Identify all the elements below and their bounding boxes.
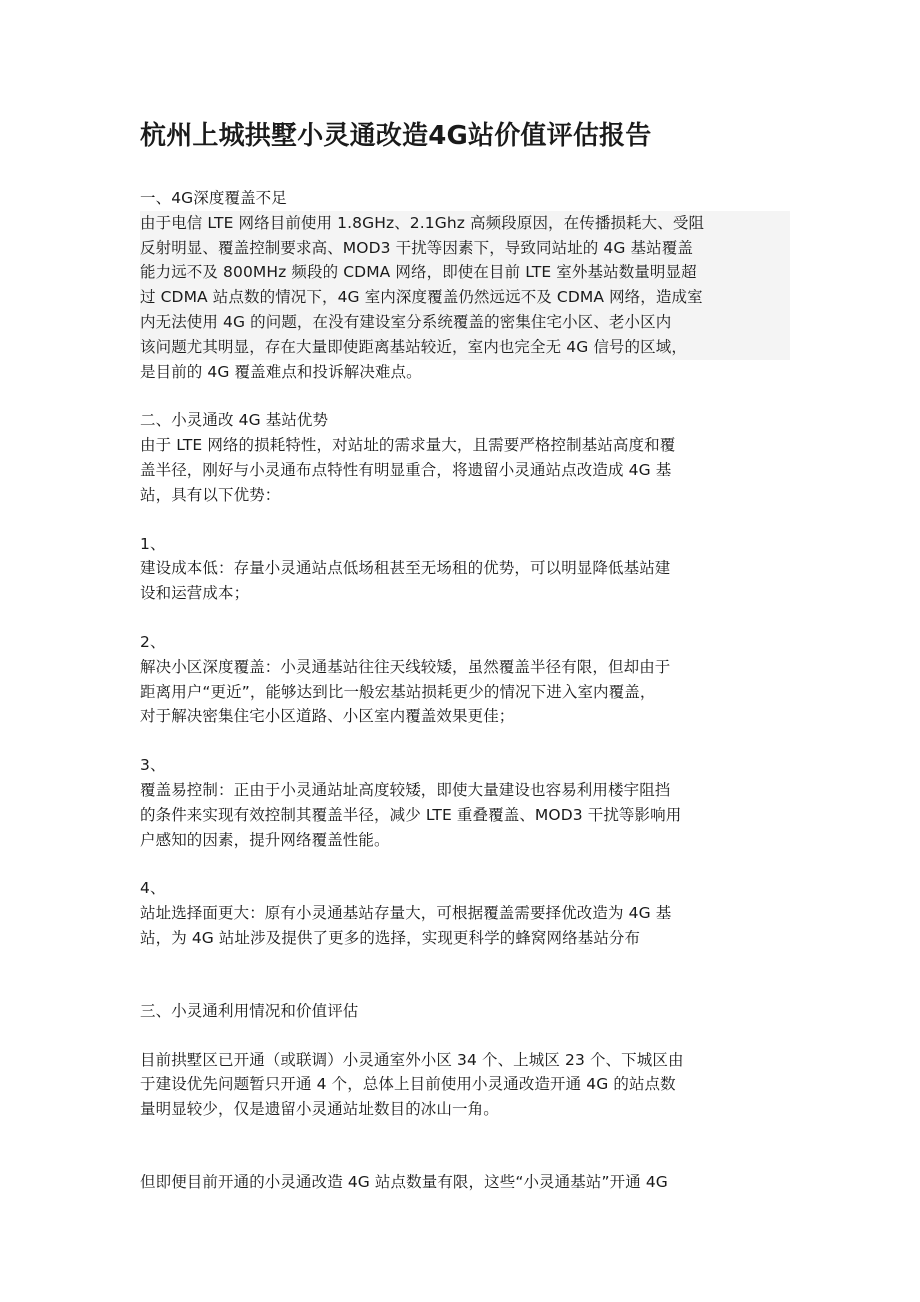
item-number: 1、 — [140, 534, 166, 553]
paragraph-line: 由于电信 LTE 网络目前使用 1.8GHz、2.1Ghz 高频段原因，在传播损耗大、受阻 — [140, 211, 790, 236]
paragraph-line: 站址选择面更大：原有小灵通基站存量大，可根据覆盖需要择优改造为 4G 基 — [140, 904, 672, 923]
paragraph-line: 反射明显、覆盖控制要求高、MOD3 干扰等因素下，导致同站址的 4G 基站覆盖 — [140, 236, 790, 261]
spacer — [140, 975, 790, 999]
section-deep-coverage — [140, 186, 790, 384]
advantage-item-3 — [140, 753, 790, 852]
paragraph-line: 设和运营成本； — [140, 584, 250, 603]
advantage-item-4 — [140, 876, 790, 950]
section-usage-value — [140, 999, 790, 1024]
paragraph-line: 户感知的因素，提升网络覆盖性能。 — [140, 830, 390, 849]
usage-paragraph — [140, 1048, 790, 1122]
document-page — [140, 112, 790, 1219]
paragraph-line: 目前拱墅区已开通（或联调）小灵通室外小区 34 个、上城区 23 个、下城区由 — [140, 1050, 684, 1069]
document-title: 杭州上城拱墅小灵通改造4G站价值评估报告 — [140, 121, 652, 151]
paragraph-line: 由于 LTE 网络的损耗特性，对站址的需求量大，且需要严格控制基站高度和覆 — [140, 436, 676, 455]
paragraph-line: 覆盖易控制：正由于小灵通站址高度较矮，即使大量建设也容易利用楼宇阻挡 — [140, 780, 671, 799]
spacer — [140, 1146, 790, 1170]
value-paragraph — [140, 1170, 790, 1195]
paragraph-line: 于建设优先问题暂只开通 4 个，总体上目前使用小灵通改造开通 4G 的站点数 — [140, 1075, 676, 1094]
paragraph-line: 内无法使用 4G 的问题，在没有建设室分系统覆盖的密集住宅小区、老小区内 — [140, 310, 790, 335]
paragraph-line: 建设成本低：存量小灵通站点低场租甚至无场租的优势，可以明显降低基站建 — [140, 559, 671, 578]
advantage-item-2 — [140, 630, 790, 729]
paragraph-line: 该问题尤其明显，存在大量即使距离基站较近，室内也完全无 4G 信号的区域， — [140, 335, 790, 360]
paragraph-line: 量明显较少，仅是遗留小灵通站址数目的冰山一角。 — [140, 1100, 499, 1119]
section-advantages — [140, 408, 790, 507]
section-heading: 二、小灵通改 4G 基站优势 — [140, 411, 329, 430]
section-heading: 三、小灵通利用情况和价值评估 — [140, 1001, 359, 1020]
paragraph-line: 但即便目前开通的小灵通改造 4G 站点数量有限，这些“小灵通基站”开通 4G — [140, 1172, 668, 1191]
paragraph-line: 距离用户“更近”，能够达到比一般宏基站损耗更少的情况下进入室内覆盖， — [140, 682, 656, 701]
item-number: 2、 — [140, 632, 166, 651]
item-number: 3、 — [140, 756, 166, 775]
section-heading: 一、4G深度覆盖不足 — [140, 189, 287, 207]
paragraph-line: 的条件来实现有效控制其覆盖半径，减少 LTE 重叠覆盖、MOD3 干扰等影响用 — [140, 805, 682, 824]
paragraph-line: 站，具有以下优势： — [140, 485, 281, 504]
item-number: 4、 — [140, 879, 166, 898]
paragraph-line: 过 CDMA 站点数的情况下，4G 室内深度覆盖仍然远远不及 CDMA 网络，造成室 — [140, 285, 790, 310]
paragraph-line: 解决小区深度覆盖：小灵通基站往往天线较矮，虽然覆盖半径有限，但却由于 — [140, 657, 671, 676]
advantage-item-1 — [140, 532, 790, 606]
paragraph-line: 盖半径，刚好与小灵通布点特性有明显重合，将遗留小灵通站点改造成 4G 基 — [140, 460, 672, 479]
paragraph-line: 对于解决密集住宅小区道路、小区室内覆盖效果更佳； — [140, 707, 515, 726]
paragraph-line: 站，为 4G 站址涉及提供了更多的选择，实现更科学的蜂窝网络基站分布 — [140, 928, 641, 947]
paragraph-line: 是目前的 4G 覆盖难点和投诉解决难点。 — [140, 362, 422, 381]
paragraph-line: 能力远不及 800MHz 频段的 CDMA 网络，即使在目前 LTE 室外基站数量明显超 — [140, 260, 790, 285]
